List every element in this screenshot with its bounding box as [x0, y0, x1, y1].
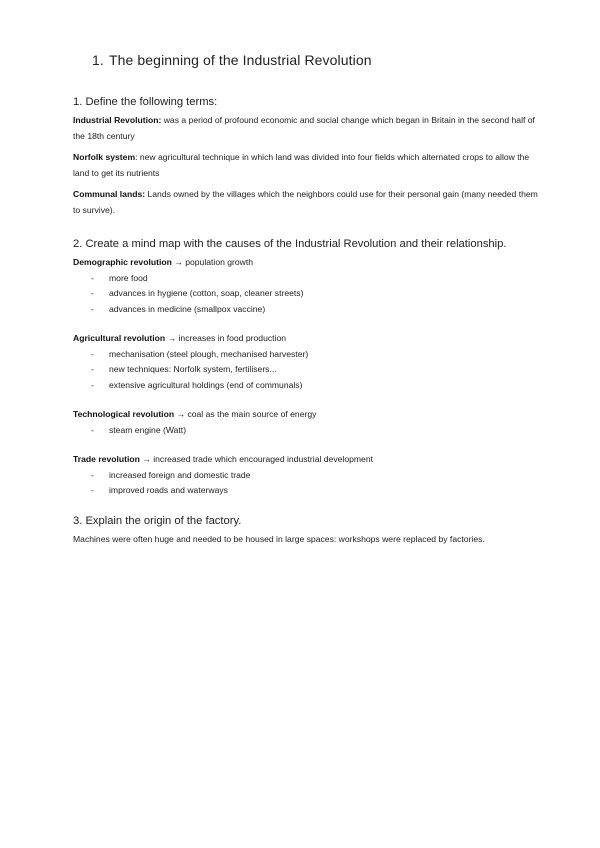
term-label: Industrial Revolution:: [73, 115, 162, 125]
question-3-answer: Machines were often huge and needed to be housed in large spaces: workshops were replaced by factories.: [73, 533, 485, 544]
term-communal-lands: [73, 187, 543, 218]
cause-items: [73, 271, 543, 318]
term-label: Norfolk system: [73, 152, 136, 162]
cause-name: Agricultural revolution: [73, 333, 166, 343]
term-industrial-revolution: [73, 113, 543, 144]
term-label: Communal lands:: [73, 189, 146, 199]
cause-name: Trade revolution: [73, 454, 140, 464]
cause-heading: [73, 331, 543, 347]
cause-heading: [73, 407, 543, 423]
list-item: - improved roads and waterways: [91, 485, 228, 495]
list-item: - advances in medicine (smallpox vaccine): [91, 303, 266, 314]
cause-trade: [73, 452, 543, 499]
term-definition: : new agricultural technique in which land was divided into four fields which alternated crops to allow the land to get its nutrients: [73, 152, 530, 178]
cause-effect: → population growth: [171, 257, 254, 267]
term-definition: Lands owned by the villages which the neighbors could use for their personal gain (many needed them to survive).: [73, 189, 538, 215]
cause-items: [73, 468, 543, 499]
list-item: - advances in hygiene (cotton, soap, cleaner streets): [91, 288, 304, 298]
cause-heading: [73, 255, 543, 271]
question-1-heading: 1. Define the following terms:: [73, 96, 218, 108]
cause-heading: [73, 452, 543, 468]
cause-items: [73, 423, 543, 439]
cause-demographic: [73, 255, 543, 317]
list-item: - mechanisation (steel plough, mechanised harvester): [91, 348, 309, 359]
cause-agricultural: [73, 331, 543, 393]
cause-effect: → coal as the main source of energy: [174, 409, 317, 419]
title-number: 1.: [92, 52, 104, 68]
title-text: The beginning of the Industrial Revolution: [109, 52, 372, 68]
list-item: - extensive agricultural holdings (end of communals): [91, 379, 303, 390]
document-body: [73, 94, 543, 547]
cause-name: Demographic revolution: [73, 257, 172, 267]
question-2-heading: 2. Create a mind map with the causes of the Industrial Revolution and their relationship.: [73, 238, 507, 250]
list-item: - more food: [91, 272, 148, 283]
cause-items: [73, 347, 543, 394]
page-title: [92, 52, 372, 68]
list-item: - new techniques: Norfolk system, fertilisers...: [91, 364, 277, 374]
cause-name: Technological revolution: [73, 409, 175, 419]
list-item: - steam engine (Watt): [91, 424, 187, 435]
cause-technological: [73, 407, 543, 438]
question-3-heading: 3. Explain the origin of the factory.: [73, 514, 242, 527]
cause-effect: → increases in food production: [165, 333, 287, 343]
term-norfolk-system: [73, 150, 543, 181]
cause-effect: → increased trade which encouraged industrial development: [139, 454, 373, 464]
term-definition: was a period of profound economic and social change which began in Britain in the second half of the 18th century: [73, 115, 535, 141]
list-item: - increased foreign and domestic trade: [91, 469, 251, 480]
